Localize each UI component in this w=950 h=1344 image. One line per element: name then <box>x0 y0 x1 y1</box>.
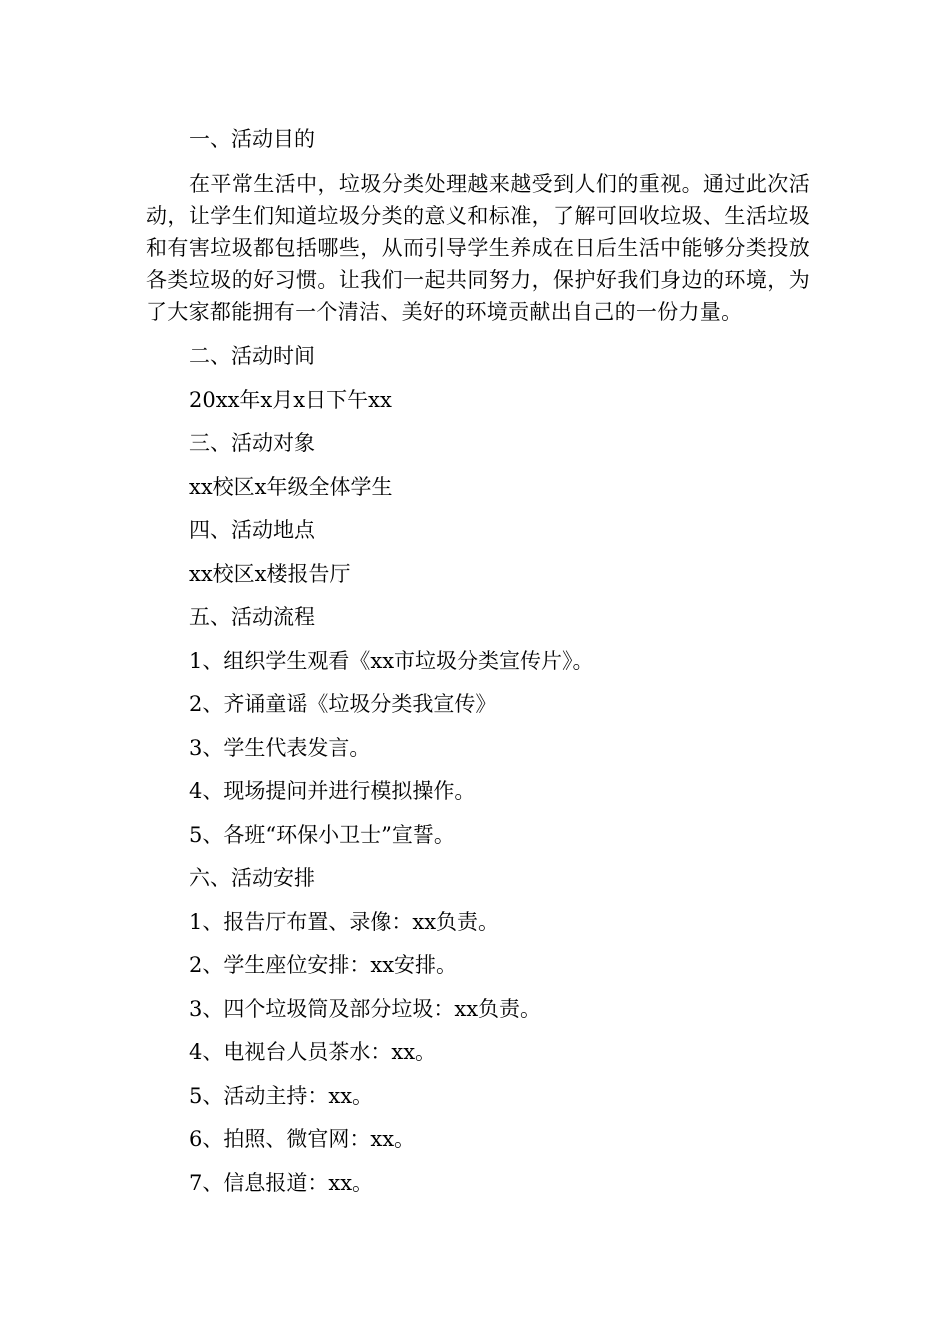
section-heading-arrangement: 六、活动安排 <box>189 866 315 890</box>
process-item: 4、现场提问并进行模拟操作。 <box>189 779 476 803</box>
location-content: xx校区x楼报告厅 <box>189 561 351 586</box>
arrangement-item: 2、学生座位安排：xx安排。 <box>189 953 458 977</box>
arrangement-item: 6、拍照、微官网：xx。 <box>189 1127 416 1151</box>
section-heading-purpose: 一、活动目的 <box>189 127 315 151</box>
time-content: 20xx年x月x日下午xx <box>189 387 392 412</box>
section-heading-time: 二、活动时间 <box>189 344 315 368</box>
arrangement-item: 5、活动主持：xx。 <box>189 1083 374 1108</box>
section-heading-audience: 三、活动对象 <box>189 431 315 455</box>
arrangement-item: 1、报告厅布置、录像：xx负责。 <box>189 909 500 934</box>
arrangement-item: 7、信息报道：xx。 <box>189 1170 374 1195</box>
section-heading-process: 五、活动流程 <box>189 605 315 629</box>
arrangement-item: 4、电视台人员茶水：xx。 <box>189 1040 437 1064</box>
process-item: 1、组织学生观看《xx市垃圾分类宣传片》。 <box>189 648 594 673</box>
section-heading-location: 四、活动地点 <box>189 518 315 542</box>
process-item: 5、各班“环保小卫士”宣誓。 <box>189 822 455 847</box>
purpose-paragraph: 在平常生活中，垃圾分类处理越来越受到人们的重视。通过此次活动，让学生们知道垃圾分类的意义和标准，了解可回收垃圾、生活垃圾和有害垃圾都包括哪些，从而引导学生养成在日后生活中能够分类投放各类垃圾的好习惯。让我们一起共同努力，保护好我们身边的环境，为了大家都能拥有一个清洁、美好的环境贡献出自己的一份力量。 <box>146 171 810 324</box>
process-item: 2、齐诵童谣《垃圾分类我宣传》 <box>189 692 497 716</box>
arrangement-item: 3、四个垃圾筒及部分垃圾：xx负责。 <box>189 996 542 1021</box>
document-page <box>146 124 810 1211</box>
process-item: 3、学生代表发言。 <box>189 735 371 760</box>
audience-content: xx校区x年级全体学生 <box>189 474 393 499</box>
